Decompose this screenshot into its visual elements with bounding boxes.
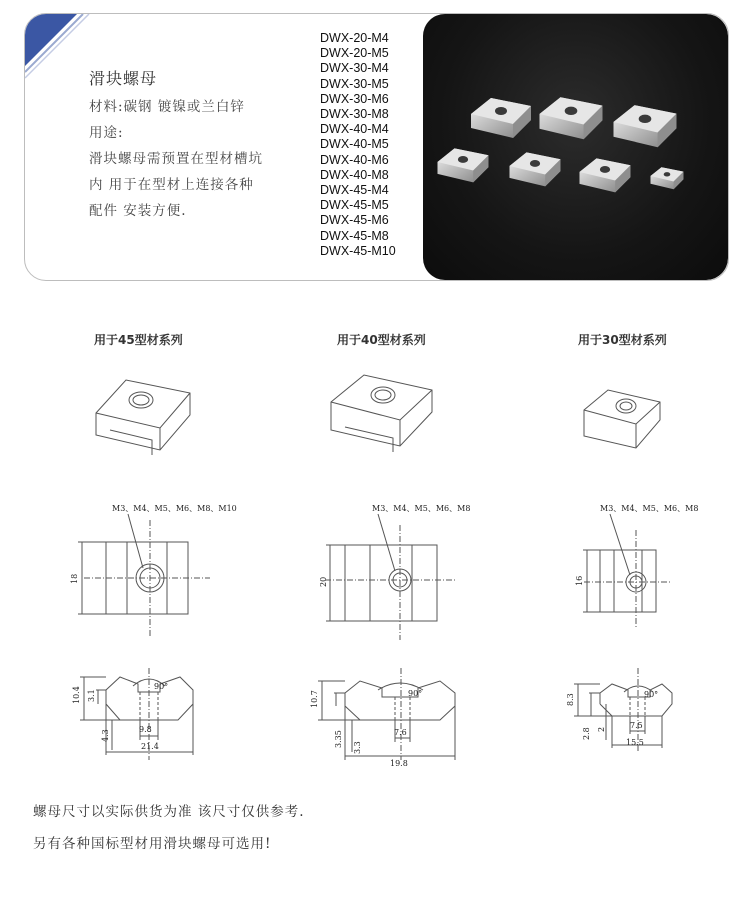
dim-neck-45: 9.8 bbox=[139, 725, 152, 734]
dim-width-45: 21.4 bbox=[141, 742, 159, 751]
series-40-title: 用于40型材系列 bbox=[337, 333, 426, 347]
model-item: DWX-20-M5 bbox=[320, 46, 389, 61]
dim-h-low-45: 4.3 bbox=[101, 729, 110, 742]
note-reference: 螺母尺寸以实际供货为准 该尺寸仅供参考. bbox=[33, 804, 305, 820]
thread-callout-30: M3、M4、M5、M6、M8 bbox=[600, 504, 699, 513]
nut-isometric-40 bbox=[331, 375, 432, 452]
dim-h-low-30: 2 bbox=[597, 726, 606, 732]
top-view-40 bbox=[325, 514, 455, 640]
model-item: DWX-30-M6 bbox=[320, 91, 389, 106]
dim-h-total-45: 10.4 bbox=[72, 686, 81, 704]
model-item: DWX-45-M8 bbox=[320, 228, 389, 243]
thread-callout-40: M3、M4、M5、M6、M8 bbox=[372, 504, 471, 513]
top-view-30 bbox=[583, 514, 670, 628]
material-text: 材料:碳钢 镀镍或兰白锌 bbox=[89, 99, 245, 115]
dim-h-total-30: 8.3 bbox=[566, 693, 575, 706]
height-dim-40: 20 bbox=[319, 576, 328, 587]
series-45-title: 用于45型材系列 bbox=[94, 333, 183, 347]
usage-line: 滑块螺母需预置在型材槽坑 bbox=[89, 151, 263, 167]
dim-h-mid-45: 3.1 bbox=[87, 689, 96, 702]
model-item: DWX-20-M4 bbox=[320, 31, 389, 45]
top-view-45 bbox=[78, 514, 210, 636]
model-item: DWX-40-M8 bbox=[320, 167, 389, 182]
model-item: DWX-45-M4 bbox=[320, 183, 389, 198]
model-item: DWX-40-M6 bbox=[320, 152, 389, 167]
dim-angle-45: 90° bbox=[154, 682, 169, 691]
height-dim-30: 16 bbox=[575, 575, 584, 586]
dim-neck-40: 7.6 bbox=[394, 728, 407, 737]
dim-width-30: 15.5 bbox=[626, 738, 644, 747]
series-30-title: 用于30型材系列 bbox=[578, 333, 667, 347]
model-item: DWX-30-M8 bbox=[320, 107, 389, 122]
model-item: DWX-45-M6 bbox=[320, 213, 389, 228]
model-item: DWX-40-M4 bbox=[320, 122, 389, 137]
usage-line: 配件 安装方便. bbox=[89, 203, 187, 219]
product-title: 滑块螺母 bbox=[89, 69, 158, 88]
note-options: 另有各种国标型材用滑块螺母可选用! bbox=[33, 836, 272, 852]
thread-callout-45: M3、M4、M5、M6、M8、M10 bbox=[112, 504, 237, 513]
model-item: DWX-30-M4 bbox=[320, 61, 389, 76]
dim-angle-40: 90° bbox=[408, 689, 423, 698]
dim-h-total-40: 10.7 bbox=[310, 690, 319, 708]
nut-isometric-45 bbox=[96, 380, 190, 455]
usage-label: 用途: bbox=[89, 125, 124, 141]
dim-neck-30: 7.5 bbox=[630, 721, 643, 730]
side-view-45 bbox=[80, 668, 193, 760]
nut-isometric-30 bbox=[584, 390, 660, 448]
dim-h-mid-40: 3.35 bbox=[334, 730, 343, 748]
model-item: DWX-45-M10 bbox=[320, 243, 396, 258]
dim-h-mid-30: 2.8 bbox=[582, 727, 591, 740]
dim-angle-30: 90° bbox=[644, 690, 659, 699]
model-item: DWX-40-M5 bbox=[320, 137, 389, 152]
model-item: DWX-45-M5 bbox=[320, 198, 389, 213]
usage-line: 内 用于在型材上连接各种 bbox=[89, 177, 254, 193]
model-item: DWX-30-M5 bbox=[320, 76, 389, 91]
dim-h-low-40: 3.3 bbox=[353, 741, 362, 754]
height-dim-45: 18 bbox=[70, 573, 79, 584]
dim-width-40: 19.8 bbox=[390, 759, 408, 768]
